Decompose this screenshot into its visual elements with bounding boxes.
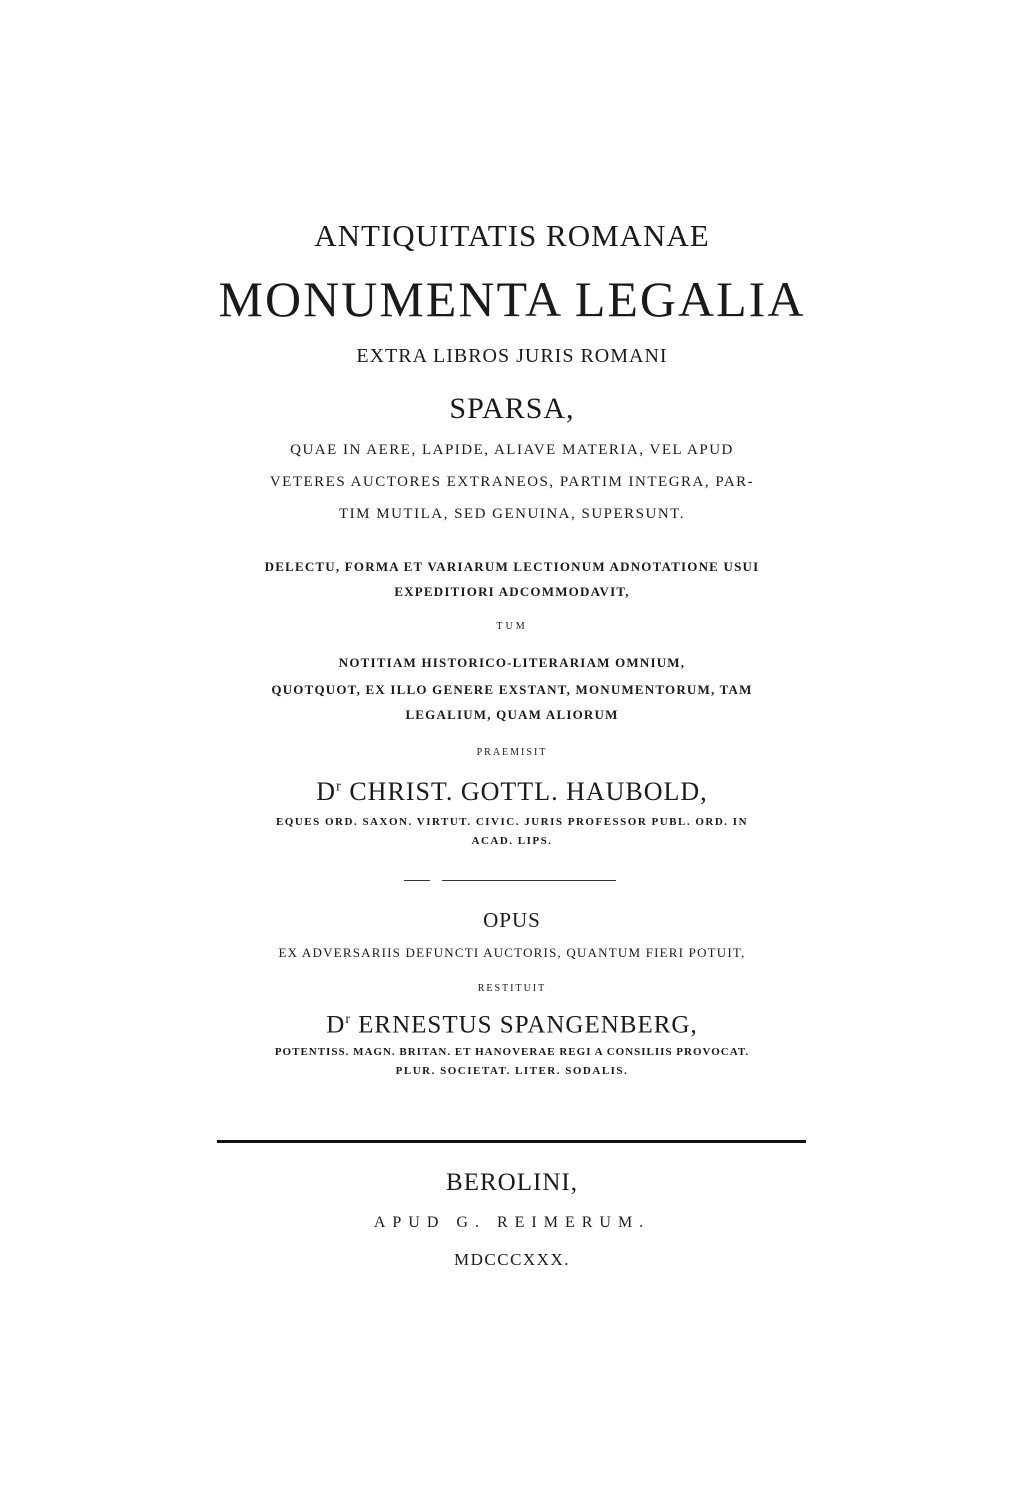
author1-prefix-sup: r	[336, 778, 342, 795]
long-divider	[217, 1140, 806, 1143]
description-line: QUAE IN AERE, LAPIDE, ALIAVE MATERIA, VEL APUD	[290, 442, 734, 458]
notitiam-line: QUOTQUOT, EX ILLO GENERE EXSTANT, MONUMENTORUM, TAM	[271, 682, 753, 697]
imprint-publisher: APUD G. REIMERUM.	[373, 1214, 651, 1231]
notitiam-line: NOTITIAM HISTORICO-LITERARIAM OMNIUM,	[338, 655, 686, 670]
author1-titles-line: ACAD. LIPS.	[471, 835, 553, 847]
opus-line: EX ADVERSARIIS DEFUNCTI AUCTORIS, QUANTUM FIERI POTUIT,	[278, 945, 746, 960]
author2-name-text: ERNESTUS SPANGENBERG,	[350, 1011, 698, 1039]
author2-prefix-sup: r	[345, 1011, 351, 1026]
short-divider	[404, 880, 616, 881]
author1-name	[0, 779, 1024, 805]
tum-word: TUM	[496, 621, 528, 632]
notitiam-line: LEGALIUM, QUAM ALIORUM	[405, 707, 619, 722]
imprint-city: BEROLINI,	[446, 1169, 578, 1196]
author2-prefix: D	[326, 1011, 346, 1039]
subtitle-line-2: SPARSA,	[449, 392, 575, 425]
opus-word: OPUS	[483, 908, 541, 932]
title-line-1: ANTIQUITATIS ROMANAE	[314, 218, 710, 253]
author1-titles-line: EQUES ORD. SAXON. VIRTUT. CIVIC. JURIS PROFESSOR PUBL. ORD. IN	[275, 816, 749, 828]
delectu-line: DELECTU, FORMA ET VARIARUM LECTIONUM ADNOTATIONE USUI	[264, 559, 760, 574]
author2-name	[0, 1012, 1024, 1037]
main-title: MONUMENTA LEGALIA	[218, 271, 806, 327]
author1-name-text: CHRIST. GOTTL. HAUBOLD,	[341, 777, 708, 806]
author2-titles-line: POTENTISS. MAGN. BRITAN. ET HANOVERAE REGI A CONSILIIS PROVOCAT.	[274, 1046, 750, 1058]
subtitle-line-1: EXTRA LIBROS JURIS ROMANI	[356, 345, 668, 367]
description-line: VETERES AUCTORES EXTRANEOS, PARTIM INTEGRA, PAR-	[269, 474, 755, 490]
author2-titles-line: PLUR. SOCIETAT. LITER. SODALIS.	[395, 1065, 629, 1077]
description-line: TIM MUTILA, SED GENUINA, SUPERSUNT.	[339, 506, 685, 522]
delectu-line: EXPEDITIORI ADCOMMODAVIT,	[394, 584, 630, 599]
imprint-year: MDCCCXXX.	[454, 1250, 570, 1269]
praemisit-word: PRAEMISIT	[476, 747, 548, 758]
restituit-word: RESTITUIT	[477, 983, 547, 994]
author1-prefix: D	[316, 777, 337, 806]
